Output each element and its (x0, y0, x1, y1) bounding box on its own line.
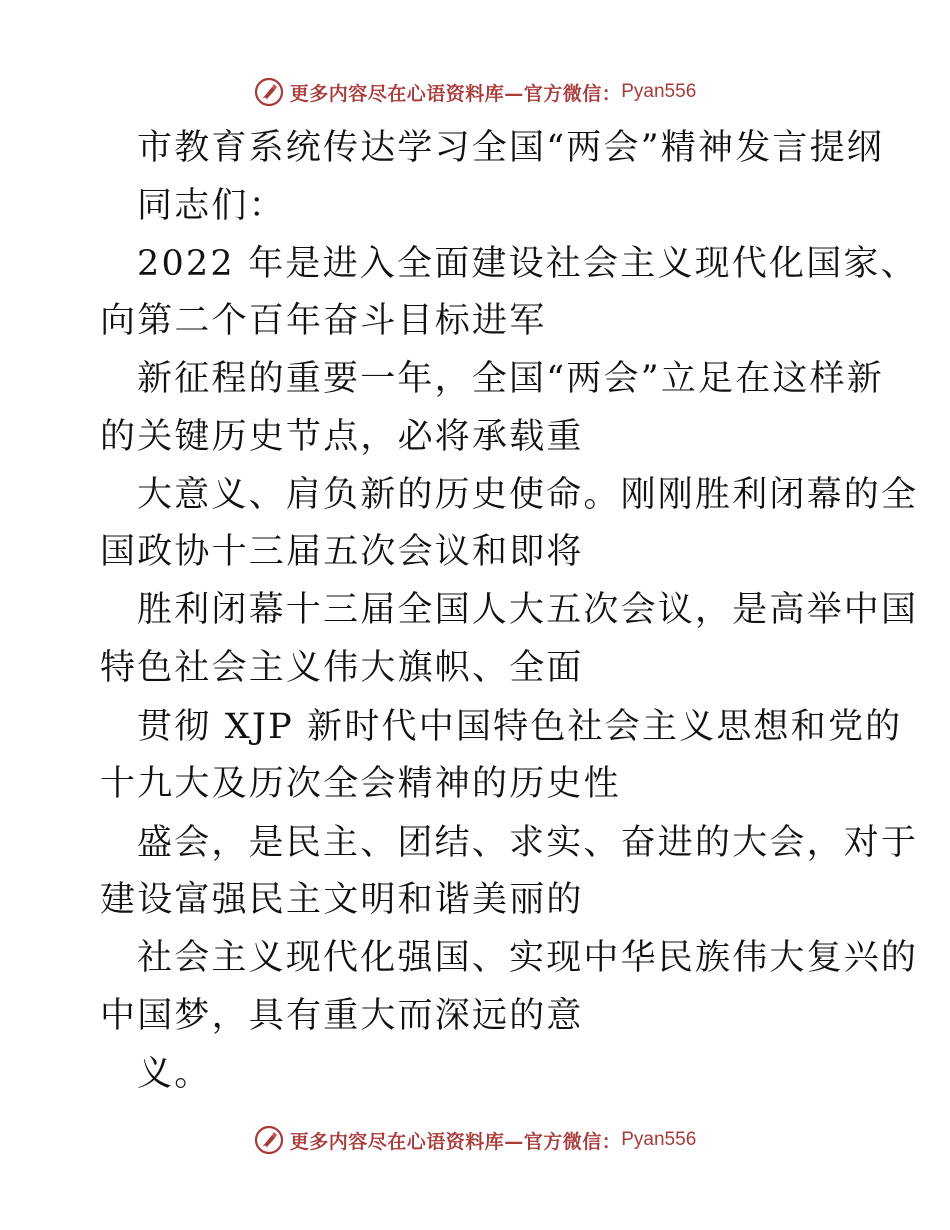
paragraph-line: 胜利闭幕十三届全国人大五次会议，是高举中国 (137, 590, 919, 630)
paragraph-line: 国政协十三届五次会议和即将 (100, 532, 584, 572)
paragraph-line: 2022 年是进入全面建设社会主义现代化国家、 (137, 244, 918, 284)
header-banner-wechat-id: Pyan556 (621, 81, 697, 102)
paragraph-line: 义。 (137, 1054, 212, 1094)
document-title: 市教育系统传达学习全国“两会”精神发言提纲 (137, 128, 884, 168)
paragraph-line: 大意义、肩负新的历史使命。刚刚胜利闭幕的全 (137, 475, 919, 515)
header-banner (0, 72, 950, 112)
paragraph-line: 的关键历史节点，必将承载重 (100, 417, 584, 457)
footer-banner-wechat-id: Pyan556 (621, 1129, 697, 1150)
paragraph-line: 特色社会主义伟大旗帜、全面 (100, 648, 584, 688)
pen-nib-logo-icon (254, 77, 284, 107)
header-banner-text: 更多内容尽在心语资料库—官方微信： (289, 82, 622, 105)
footer-banner (0, 1120, 950, 1160)
salutation: 同志们： (137, 186, 286, 226)
paragraph-line: 盛会，是民主、团结、求实、奋进的大会，对于 (137, 823, 919, 863)
pen-nib-logo-icon (254, 1125, 284, 1155)
paragraph-line: 建设富强民主文明和谐美丽的 (100, 880, 584, 920)
footer-banner-text: 更多内容尽在心语资料库—官方微信： (289, 1130, 622, 1153)
paragraph-line: 向第二个百年奋斗目标进军 (100, 301, 547, 341)
paragraph-line: 贯彻 XJP 新时代中国特色社会主义思想和党的 (137, 707, 903, 747)
paragraph-line: 社会主义现代化强国、实现中华民族伟大复兴的 (137, 938, 919, 978)
paragraph-line: 中国梦，具有重大而深远的意 (100, 996, 584, 1036)
paragraph-line: 十九大及历次全会精神的历史性 (100, 764, 621, 804)
paragraph-line: 新征程的重要一年，全国“两会”立足在这样新 (137, 359, 884, 399)
